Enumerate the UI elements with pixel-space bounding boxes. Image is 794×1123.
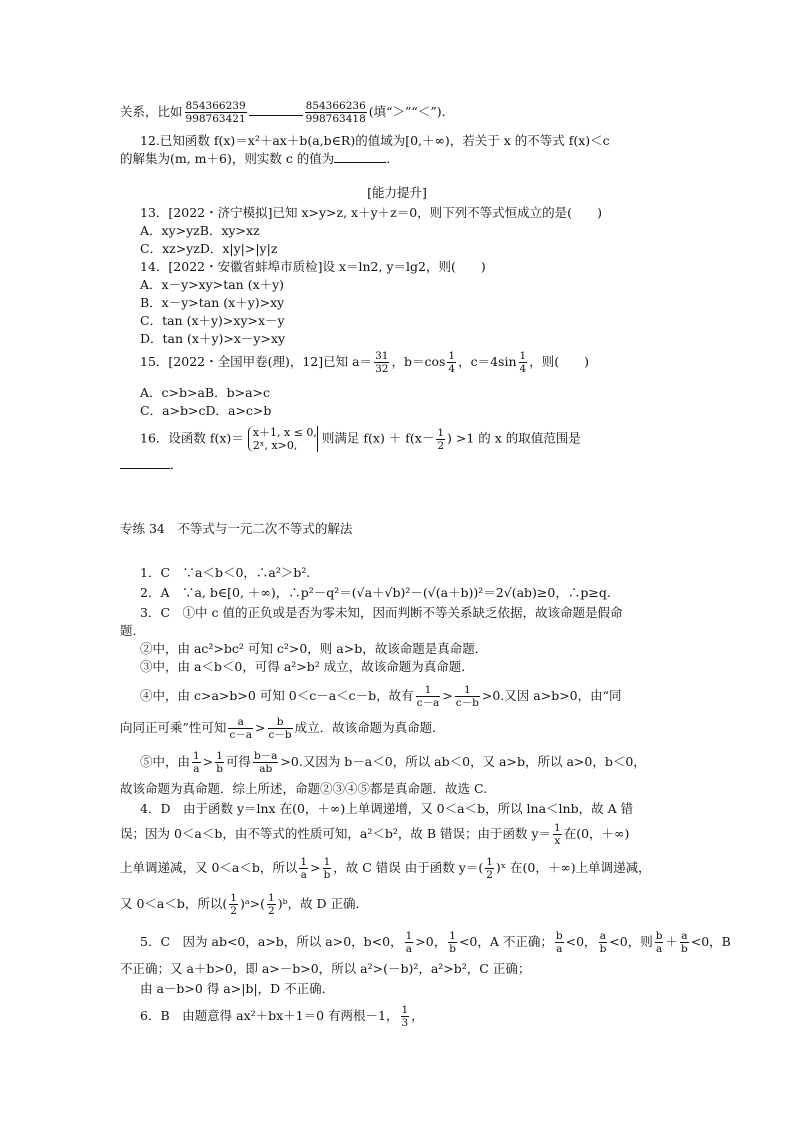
answer-3-item2: ②中，由 ac²>bc² 可知 c²>0，则 a>b，故该命题是真命题． bbox=[140, 641, 488, 656]
section-title-ability: [能力提升] bbox=[367, 185, 427, 200]
q13-options-ab: A．xy>yzB．xy>xz bbox=[140, 223, 260, 238]
q15-options-ab: A．c>b>aB．b>a>c bbox=[140, 385, 271, 400]
answer-4-line2: 误；因为 0＜a＜b，由不等式的性质可知，a²＜b²，故 B 错误；由于函数 y＝ $\frac{1}{x}$ 在(0，＋∞) bbox=[120, 822, 630, 847]
q14-option-d: D．tan (x＋y)>x－y>xy bbox=[140, 331, 286, 346]
fraction: $\frac{1}{2}$ bbox=[437, 426, 445, 452]
answer-blank bbox=[249, 103, 303, 116]
fraction: $\frac{31}{32}$ bbox=[375, 350, 389, 375]
piecewise-brace: x＋1, x ≤ 0, 2ˣ, x>0, bbox=[248, 426, 317, 452]
answer-1: 1．C ∵a＜b＜0，∴a²＞b². bbox=[140, 565, 311, 580]
answer-3-line2: 题． bbox=[120, 623, 146, 638]
answer-4-line1: 4．D 由于函数 y＝lnx 在(0，＋∞)上单调递增，又 0＜a＜b，所以 lna＜lnb，故 A 错 bbox=[140, 801, 634, 816]
q11-line bbox=[120, 100, 454, 125]
answer-3-item4-line2: 向同正可乘”性可知 $\frac{a}{c-a}$ > $\frac{b}{c-b}$ 成立．故该命题为真命题． bbox=[120, 716, 445, 741]
answer-4-line4: 又 0＜a＜b，所以( $\frac{1}{2}$ )ᵃ>( $\frac{1}{2}$ )ᵇ，故 D 正确． bbox=[120, 892, 369, 917]
answer-blank bbox=[334, 150, 386, 163]
fraction: $\frac{854366236}{998763418}$ bbox=[305, 100, 366, 125]
answer-5-line1: 5．C 因为 ab<0，a>b，所以 a>0，b<0， $\frac{1}{a}$ >0， $\frac{1}{b}$ <0，A 不正确； $\frac{b}{a}$ <0， $\frac{a}{b}$ <0，则 $\frac{b}{a}$ ＋ $\frac{a}{b}$ <0，B bbox=[140, 930, 731, 955]
section-heading-34: 专练 34 不等式与一元二次不等式的解法 bbox=[120, 521, 353, 536]
q11-prefix: 关系，比如 bbox=[120, 104, 183, 119]
fraction: $\frac{854366239}{998763421}$ bbox=[185, 100, 246, 125]
q16-stem: 16．设函数 f(x)＝ x＋1, x ≤ 0, 2ˣ, x>0, 则满足 f(x) ＋ f(x－ $\frac{1}{2}$ ) >1 的 x 的取值范围是 bbox=[140, 426, 581, 452]
answer-3-line1: 3．C ①中 c 值的正负或是否为零未知，因而判断不等关系缺乏依据，故该命题是假命 bbox=[140, 605, 623, 620]
q14-option-c: C．tan (x＋y)>xy>x－y bbox=[140, 313, 285, 328]
q15-options-cd: C．a>b>cD．a>c>b bbox=[140, 403, 272, 418]
answer-6-line1: 6．B 由题意得 ax²＋bx＋1＝0 有两根－1， $\frac{1}{3}$ ， bbox=[140, 1004, 424, 1029]
q12-line2: 的解集为(m, m＋6)，则实数 c 的值为 ． bbox=[120, 151, 399, 166]
answer-3-item5: ⑤中，由 $\frac{1}{a}$ > $\frac{1}{b}$ 可得 $\frac{b-a}{ab}$ >0.又因为 b－a＜0，所以 ab＜0，又 a>b，所以 a>0，b＜0， bbox=[140, 750, 646, 775]
q14-option-b: B．x－y>tan (x＋y)>xy bbox=[140, 295, 285, 310]
q13-stem: 13．[2022・济宁模拟]已知 x>y>z, x＋y＋z＝0，则下列不等式恒成立的是( ) bbox=[140, 205, 602, 220]
q14-option-a: A．x－y>xy>tan (x＋y) bbox=[140, 277, 285, 292]
q11-suffix: (填“＞”“＜”)． bbox=[368, 104, 455, 119]
q12-line1: 12.已知函数 f(x)＝x²＋ax＋b(a,b∈R)的值域为[0,＋∞)，若关于 x 的不等式 f(x)＜c bbox=[140, 133, 610, 148]
answer-3-item4: ④中，由 c>a>b>0 可知 0＜c－a＜c－b，故有 $\frac{1}{c-a}$ > $\frac{1}{c-b}$ >0.又因 a>b>0，由“同 bbox=[140, 684, 622, 709]
answer-5-line2: 不正确；又 a＋b>0，即 a>－b>0，所以 a²>(－b)²，a²>b²，C 正确； bbox=[120, 961, 531, 976]
fraction: $\frac{1}{4}$ bbox=[448, 350, 456, 375]
answer-blank bbox=[120, 456, 170, 469]
q15-stem: 15．[2022・全国甲卷(理)，12]已知 a＝ $\frac{31}{32}$ ，b＝cos $\frac{1}{4}$ ，c＝4sin $\frac{1}{4}$ ，则( ) bbox=[140, 350, 589, 375]
answer-3-item3: ③中，由 a＜b＜0，可得 a²>b² 成立，故该命题为真命题． bbox=[140, 659, 474, 674]
q14-stem: 14．[2022・安徽省蚌埠市质检]设 x＝ln2, y＝lg2，则( ) bbox=[140, 259, 486, 274]
answer-3-conclusion: 故该命题为真命题．综上所述，命题②③④⑤都是真命题．故选 C. bbox=[120, 781, 488, 796]
fraction: $\frac{1}{4}$ bbox=[519, 350, 527, 375]
answer-4-line3: 上单调递减，又 0＜a＜b，所以 $\frac{1}{a}$ > $\frac{1}{b}$ ，故 C 错误 由于函数 y＝( $\frac{1}{2}$ )ˣ 在(0，＋∞)上单调递减， bbox=[120, 856, 651, 881]
q13-options-cd: C．xz>yzD．x|y|>|y|z bbox=[140, 241, 278, 256]
q16-line2: ． bbox=[120, 456, 183, 474]
answer-2: 2．A ∵a, b∈[0, ＋∞)，∴p²－q²＝(√a＋√b)²－(√(a＋b))²＝2√(ab)≥0，∴p≥q. bbox=[140, 585, 611, 600]
answer-5-line3: 由 a－b>0 得 a>|b|，D 不正确． bbox=[140, 981, 335, 996]
